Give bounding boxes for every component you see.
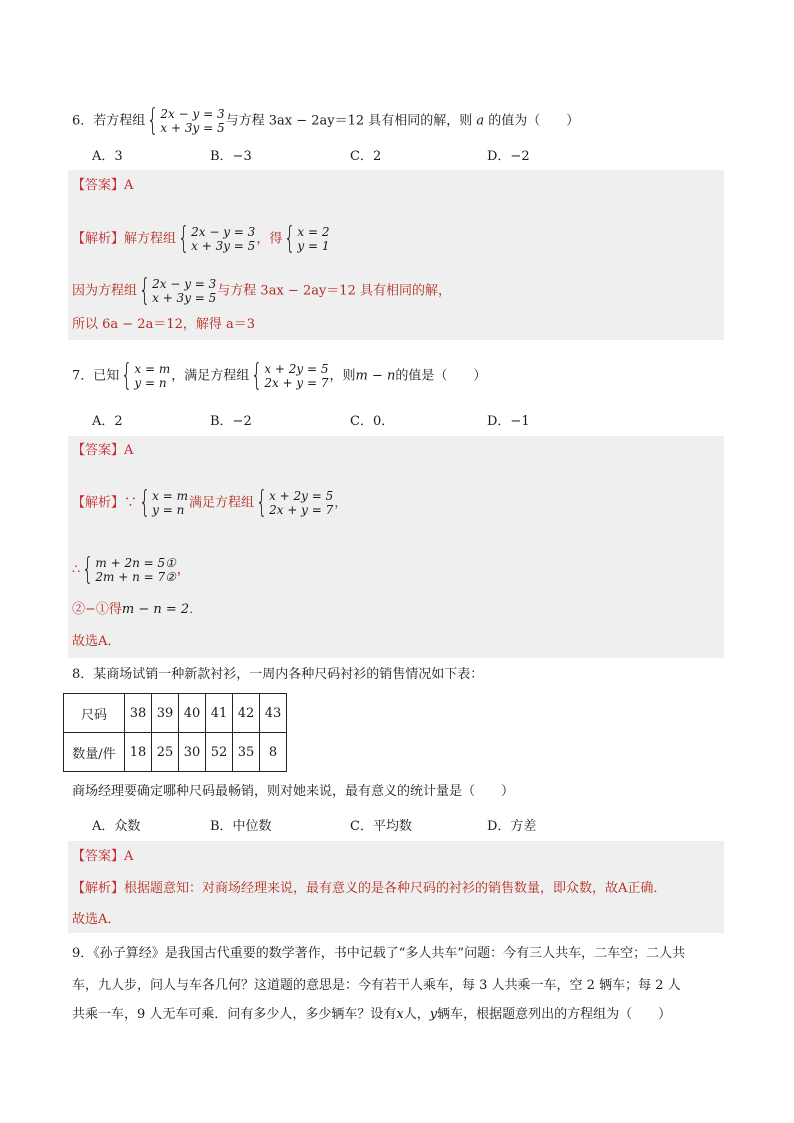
q7-an-s1-eq2: y = n: [152, 503, 185, 517]
table-cell: 42: [233, 694, 260, 733]
q7-step: [72, 600, 202, 620]
table-cell: 43: [260, 694, 287, 733]
q7-solution-box: [68, 436, 724, 658]
q8-number: 8．: [72, 667, 94, 682]
q7-an-s2-eq2: 2x + y = 7: [269, 503, 334, 517]
q6-analysis: [72, 221, 331, 256]
q7-th-eq2: 2m + n = 7②: [95, 570, 176, 584]
q7-answer-label: 【答案】: [72, 443, 125, 458]
q6-option-d[interactable]: D．−2: [487, 149, 530, 164]
table-row: [64, 733, 287, 772]
q8-stem-text: 某商场试销一种新款衬衫，一周内各种尺码衬衫的销售情况如下表：: [93, 667, 484, 682]
q8-stem: [72, 665, 483, 685]
table-cell: 18: [125, 733, 152, 772]
q8-answer: [72, 847, 133, 867]
q7-number: 7．: [72, 368, 94, 384]
q8-choose: 故选A．: [72, 912, 121, 927]
q7-therefore-sign: ∴: [72, 562, 81, 578]
q9-line3-b: 人，: [403, 1007, 430, 1022]
q7-an-mid: 满足方程组: [188, 495, 254, 511]
table-cell: 8: [260, 733, 287, 772]
q9-line3: [72, 1005, 671, 1025]
q6-so-line: 所以 6a − 2a＝12，解得 a＝3: [72, 317, 256, 332]
table-cell: 52: [206, 733, 233, 772]
q8-question: 商场经理要确定哪种尺码最畅销，则对她来说，最有意义的统计量是（ ）: [72, 784, 515, 799]
q6-analysis-system: { 2x − y = 3 x + 3y = 5: [177, 221, 256, 256]
q6-answer: [72, 176, 133, 196]
q6-option-b[interactable]: B．−3: [210, 149, 252, 164]
q8-analysis-text: 根据题意知：对商场经理来说，最有意义的是各种尺码的衬衫的销售数量，即众数，故A正确．: [124, 881, 667, 896]
q9-var-x: x: [396, 1007, 404, 1022]
q7-lead: 已知: [93, 368, 120, 384]
q7-option-c[interactable]: C．0．: [350, 414, 395, 429]
q6-answer-value: A: [124, 178, 134, 193]
q7-choose: 故选A．: [72, 634, 121, 649]
q6-because-lead: 因为方程组: [72, 283, 138, 299]
q7-step-label: ②−①得: [72, 602, 122, 617]
q8-analysis: [72, 879, 666, 899]
q6-system: { 2x − y = 3 x + 3y = 5: [147, 103, 225, 138]
q7-th-eq1: m + 2n = 5①: [95, 556, 176, 570]
q6-tail: 的值为（ ）: [484, 113, 580, 129]
q6-eq2: x + 3y = 5: [160, 121, 225, 135]
q6-number: 6．: [72, 113, 94, 129]
table-cell: 尺码: [64, 694, 125, 733]
q7-tail: ，则: [329, 368, 356, 384]
q6-option-a[interactable]: A．3: [92, 149, 123, 164]
q7-an-system2: { x + 2y = 5 2x + y = 7: [255, 485, 334, 520]
q7-an-s1-eq1: x = m: [152, 489, 188, 503]
q6-res-y: y = 1: [297, 239, 330, 253]
q7-an-comma: ，: [334, 495, 348, 511]
q6-an-eq2: x + 3y = 5: [191, 239, 256, 253]
q8-analysis-label: 【解析】: [72, 881, 125, 896]
q7-option-b[interactable]: B．−2: [210, 414, 252, 429]
q7-s2-eq1: x + 2y = 5: [264, 362, 329, 376]
q8-size-table: [63, 693, 287, 772]
q9-line3-a: 共乘一车，9 人无车可乘．问有多少人，多少辆车？设有: [72, 1007, 397, 1022]
q7-analysis: [72, 485, 348, 520]
q7-analysis-label: 【解析】: [72, 495, 125, 511]
q6-bc-eq1: 2x − y = 3: [152, 277, 217, 291]
q6-eq1: 2x − y = 3: [160, 107, 225, 121]
q7-therefore-system: { m + 2n = 5① 2m + n = 7②: [82, 552, 176, 587]
q6-because-system: { 2x − y = 3 x + 3y = 5: [138, 273, 217, 308]
q6-analysis-label: 【解析】: [72, 231, 125, 247]
q8-answer-value: A: [124, 849, 134, 864]
table-cell: 30: [179, 733, 206, 772]
q6-because-tail: 与方程 3ax − 2ay＝12 具有相同的解，: [217, 283, 451, 299]
table-cell: 数量/件: [64, 733, 125, 772]
q9-line1: 9．《孙子算经》是我国古代重要的数学著作，书中记载了“多人共车”问题：今有三人共车，二车空；二人共: [72, 946, 686, 961]
q9-line3-c: 辆车，根据题意列出的方程组为（ ）: [437, 1007, 672, 1022]
table-cell: 40: [179, 694, 206, 733]
q7-tail2: 的值是（ ）: [395, 368, 487, 384]
q6-analysis-lead: 解方程组: [124, 231, 177, 247]
table-cell: 38: [125, 694, 152, 733]
q7-th-comma: ，: [176, 562, 190, 578]
q7-s2-eq2: 2x + y = 7: [264, 376, 329, 390]
q7-option-d[interactable]: D．−1: [487, 414, 530, 429]
q8-option-b[interactable]: B．中位数: [210, 819, 272, 834]
q6-because: [72, 273, 451, 308]
q7-answer-value: A: [124, 443, 134, 458]
q6-stem: [72, 103, 580, 138]
q7-therefore: [72, 552, 190, 587]
q7-s1-eq2: y = n: [134, 376, 167, 390]
q7-s1-eq1: x = m: [134, 362, 171, 376]
q6-answer-label: 【答案】: [72, 178, 125, 193]
q7-system1: { x = m y = n: [121, 358, 171, 393]
q9-line2: 车，九人步，问人与车各几何？这道题的意思是：今有若干人乘车，每 3 人共乘一车，空 2 辆车；每 2 人: [72, 978, 681, 993]
q7-since: ∵: [124, 495, 138, 511]
table-row: [64, 694, 287, 733]
table-cell: 39: [152, 694, 179, 733]
q7-stem: [72, 358, 487, 393]
q8-option-d[interactable]: D．方差: [487, 819, 537, 834]
q6-analysis-result: { x = 2 y = 1: [284, 221, 330, 256]
q6-an-eq1: 2x − y = 3: [191, 225, 256, 239]
q7-an-system1: { x = m y = n: [138, 485, 188, 520]
q7-step-expr: m − n = 2: [121, 602, 190, 617]
q6-analysis-get: ，得: [256, 231, 283, 247]
q6-lead: 若方程组: [93, 113, 146, 129]
q8-option-a[interactable]: A．众数: [92, 819, 141, 834]
q7-system2: { x + 2y = 5 2x + y = 7: [251, 358, 329, 393]
q7-step-end: ．: [189, 602, 203, 617]
table-cell: 25: [152, 733, 179, 772]
q8-answer-label: 【答案】: [72, 849, 125, 864]
table-cell: 35: [233, 733, 260, 772]
q7-an-s2-eq1: x + 2y = 5: [269, 489, 334, 503]
q7-answer: [72, 441, 133, 461]
q8-option-c[interactable]: C．平均数: [350, 819, 412, 834]
q6-mid: 与方程 3ax − 2ay＝12 具有相同的解，则: [225, 113, 477, 129]
q6-bc-eq2: x + 3y = 5: [152, 291, 217, 305]
q7-mid: ，满足方程组: [171, 368, 250, 384]
table-cell: 41: [206, 694, 233, 733]
q9-var-y: y: [429, 1007, 438, 1022]
q7-expr: m − n: [355, 368, 396, 384]
q6-option-c[interactable]: C．2: [350, 149, 382, 164]
q6-res-x: x = 2: [297, 225, 330, 239]
q6-var: a: [476, 113, 485, 129]
q7-option-a[interactable]: A．2: [92, 414, 123, 429]
